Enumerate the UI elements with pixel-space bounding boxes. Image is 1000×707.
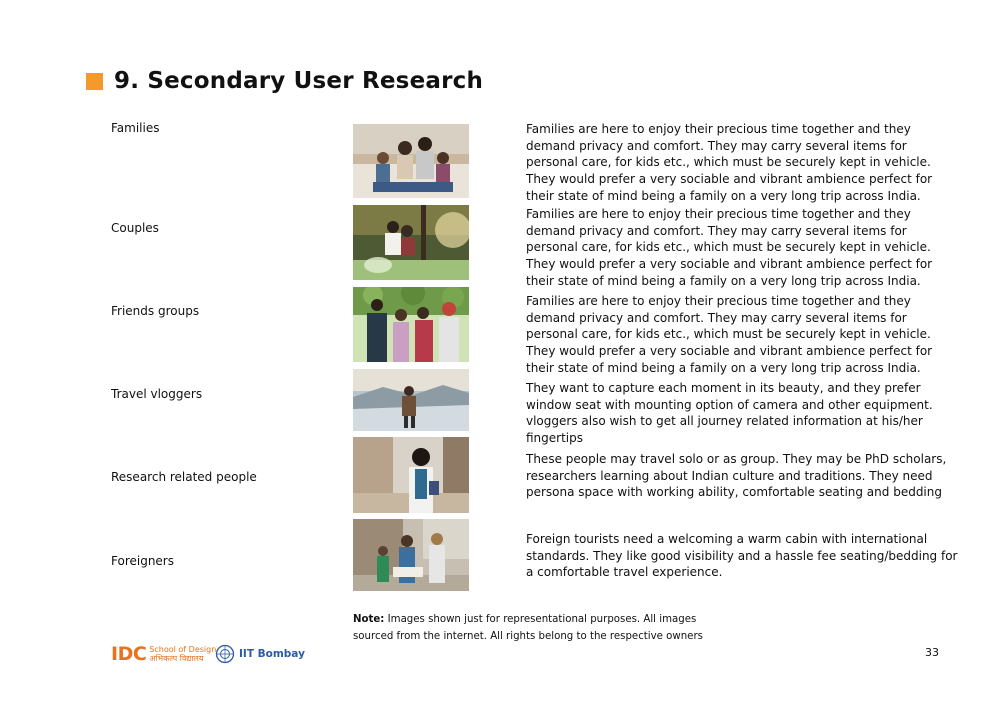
iit-logo-text: IIT Bombay bbox=[239, 648, 305, 660]
row-description-couples: Families are here to enjoy their precious time together and they demand privacy and comfort. They may carry several items for personal care, for kids etc., which must be securely kept in vehicle. They would prefer a very sociable and vibrant ambience perfect for their state of mind being a family on a very long trip across India. bbox=[526, 207, 933, 288]
row-description-families: Families are here to enjoy their precious time together and they demand privacy and comfort. They may carry several items for personal care, for kids etc., which must be securely kept in vehicle. They would prefer a very sociable and vibrant ambience perfect for their state of mind being a family on a very long trip across India. bbox=[526, 122, 933, 203]
disclaimer-note bbox=[353, 611, 713, 645]
idc-logo-text: IDC bbox=[111, 643, 147, 665]
iit-bombay-logo bbox=[215, 644, 305, 664]
row-label-families: Families bbox=[111, 121, 160, 135]
row-label-travel-vloggers: Travel vloggers bbox=[111, 387, 203, 401]
idc-subtitle-line1: School of Design bbox=[149, 645, 217, 654]
row-label-couples: Couples bbox=[111, 221, 159, 235]
friends-groups-photo bbox=[353, 287, 469, 362]
section-header bbox=[86, 68, 483, 94]
travel-vloggers-photo bbox=[353, 369, 469, 431]
foreigners-photo bbox=[353, 519, 469, 591]
page-number: 33 bbox=[925, 646, 939, 659]
families-photo bbox=[353, 124, 469, 198]
note-label: Note: bbox=[353, 614, 385, 625]
idc-logo-subtitle bbox=[149, 645, 216, 663]
research-related-people-photo bbox=[353, 437, 469, 513]
row-label-foreigners: Foreigners bbox=[111, 554, 174, 568]
row-description-friends-groups: Families are here to enjoy their precious time together and they demand privacy and comfort. They may carry several items for personal care, for kids etc., which must be securely kept in vehicle. They would prefer a very sociable and vibrant ambience perfect for their state of mind being a family on a very long trip across India. bbox=[526, 294, 933, 375]
couples-photo bbox=[353, 205, 469, 280]
orange-square-icon bbox=[86, 73, 103, 90]
row-label-research-related-people: Research related people bbox=[111, 470, 257, 484]
iit-emblem-icon bbox=[215, 644, 235, 664]
row-description-travel-vloggers: They want to capture each moment in its beauty, and they prefer window seat with mounting option of camera and other equipment. vloggers also wish to get all journey related information at his/her fingertips bbox=[526, 381, 933, 446]
row-label-friends-groups: Friends groups bbox=[111, 304, 200, 318]
note-text: Images shown just for representational purposes. All images sourced from the internet. All rights belong to the respective owners bbox=[353, 614, 703, 642]
idc-subtitle-line2: अभिकल्प विद्यालय bbox=[149, 654, 204, 663]
row-description-foreigners: Foreign tourists need a welcoming a warm cabin with international standards. They like good visibility and a hassle fee seating/bedding for a comfortable travel experience. bbox=[526, 532, 958, 580]
idc-logo bbox=[111, 643, 216, 665]
row-description-research-related-people: These people may travel solo or as group. They may be PhD scholars, researchers learning about Indian culture and traditions. They need persona space with working ability, comfortable seating and bedding bbox=[526, 452, 947, 500]
page-title: 9. Secondary User Research bbox=[114, 68, 484, 94]
